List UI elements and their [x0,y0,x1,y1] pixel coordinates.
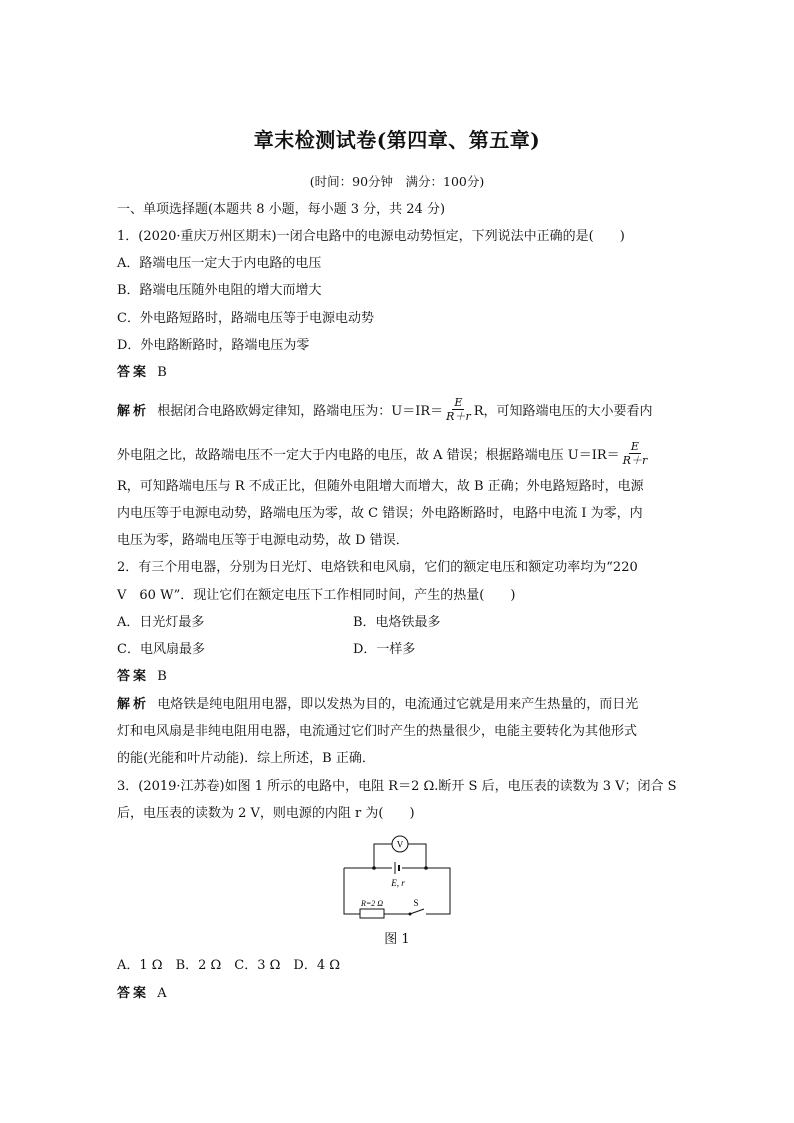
q1-option-b: B．路端电压随外电阻的增大而增大 [117,283,322,298]
fraction-numerator: E [630,440,639,453]
q1-explanation-line5: 电压为零，路端电压等于电源电动势，故 D 错误． [117,533,409,548]
q2-explanation-line3: 的能(光能和叶片动能)．综上所述，B 正确． [117,751,375,766]
q1-answer [117,364,167,382]
q3-stem-line1: 3．(2019·江苏卷)如图 1 所示的电路中，电阻 R＝2 Ω.断开 S 后，电压表的读数为 3 V；闭合 S [117,779,677,794]
voltmeter-label: V [396,839,404,850]
circuit-wire-loop [344,868,450,914]
explanation-text: 根据闭合电路欧姆定律知，路端电压为：U＝IR＝ [157,404,444,419]
fraction-e-over-r-plus-r [444,396,473,423]
answer-label: 答案 [117,365,150,380]
explanation-label: 解析 [117,404,150,419]
explanation-text: 外电阻之比，故路端电压不一定大于内电路的电压，故 A 错误；根据路端电压 U＝IR＝ [117,448,620,463]
q1-option-c: C．外电路短路时，路端电压等于电源电动势 [117,311,374,326]
q1-explanation-line2 [117,442,650,469]
circuit-diagram [340,832,456,920]
q1-option-a: A．路端电压一定大于内电路的电压 [117,256,322,271]
fraction-e-over-r-plus-r [621,440,650,467]
section-heading: 一、单项选择题(本题共 8 小题，每小题 3 分，共 24 分) [117,202,446,217]
fraction-denominator: R＋r [622,454,648,467]
resistor-label: R=2 Ω [360,899,384,908]
q1-option-d: D．外电路断路时，路端电压为零 [117,338,310,353]
answer-value: A [157,986,167,1001]
resistor [360,909,384,918]
q2-option-c: C．电风扇最多 [117,642,205,657]
answer-label: 答案 [117,669,150,684]
fraction-numerator: E [454,396,463,409]
q2-option-b: B．电烙铁最多 [353,615,441,630]
answer-label: 答案 [117,986,150,1001]
q3-options: A．1 Ω B．2 Ω C．3 Ω D．4 Ω [117,958,341,973]
figure-caption: 图 1 [384,932,410,947]
explanation-text: 电烙铁是纯电阻用电器，即以发热为目的，电流通过它就是用来产生热量的，而日光 [157,697,639,712]
answer-value: B [157,669,167,684]
q1-explanation-line3: R，可知路端电压与 R 不成正比，但随外电阻增大而增大，故 B 正确；外电路短路时，电源 [117,479,644,494]
q2-stem-line2: V 60 W”．现让它们在额定电压下工作相同时间，产生的热量( ) [117,588,516,603]
q2-stem-line1: 2．有三个用电器，分别为日光灯、电烙铁和电风扇，它们的额定电压和额定功率均为“220 [117,560,638,575]
page-title: 章末检测试卷(第四章、第五章) [253,128,541,152]
fraction-denominator: R＋r [446,410,471,423]
switch-label: S [413,898,419,908]
junction-dot [424,866,428,870]
q1-stem: 1．(2020·重庆万州区期末)一闭合电路中的电源电动势恒定，下列说法中正确的是( ) [117,229,625,244]
q2-option-a: A．日光灯最多 [117,615,205,630]
explanation-text: R，可知路端电压的大小要看内 [473,404,653,419]
q3-stem-line2: 后，电压表的读数为 2 V，则电源的内阻 r 为( ) [117,806,415,821]
voltmeter-wire-left [374,844,392,868]
battery-label: E, r [391,878,405,888]
q2-explanation-line2: 灯和电风扇是非纯电阻用电器，电流通过它们时产生的热量很少，电能主要转化为其他形式 [117,724,638,739]
q1-explanation-line4: 内电压等于电源电动势，路端电压为零，故 C 错误；外电路断路时，电路中电流 I 为零，内 [117,506,643,521]
voltmeter-wire-right [408,844,426,868]
explanation-label: 解析 [117,697,150,712]
q1-explanation-line1 [117,398,653,425]
junction-dot [372,866,376,870]
switch-pivot [409,913,412,916]
q2-explanation-line1 [117,696,638,714]
q2-answer [117,668,167,686]
q2-option-d: D．一样多 [353,642,416,657]
q3-answer [117,985,167,1003]
answer-value: B [157,365,167,380]
exam-info: (时间：90分钟 满分：100分) [309,174,485,189]
